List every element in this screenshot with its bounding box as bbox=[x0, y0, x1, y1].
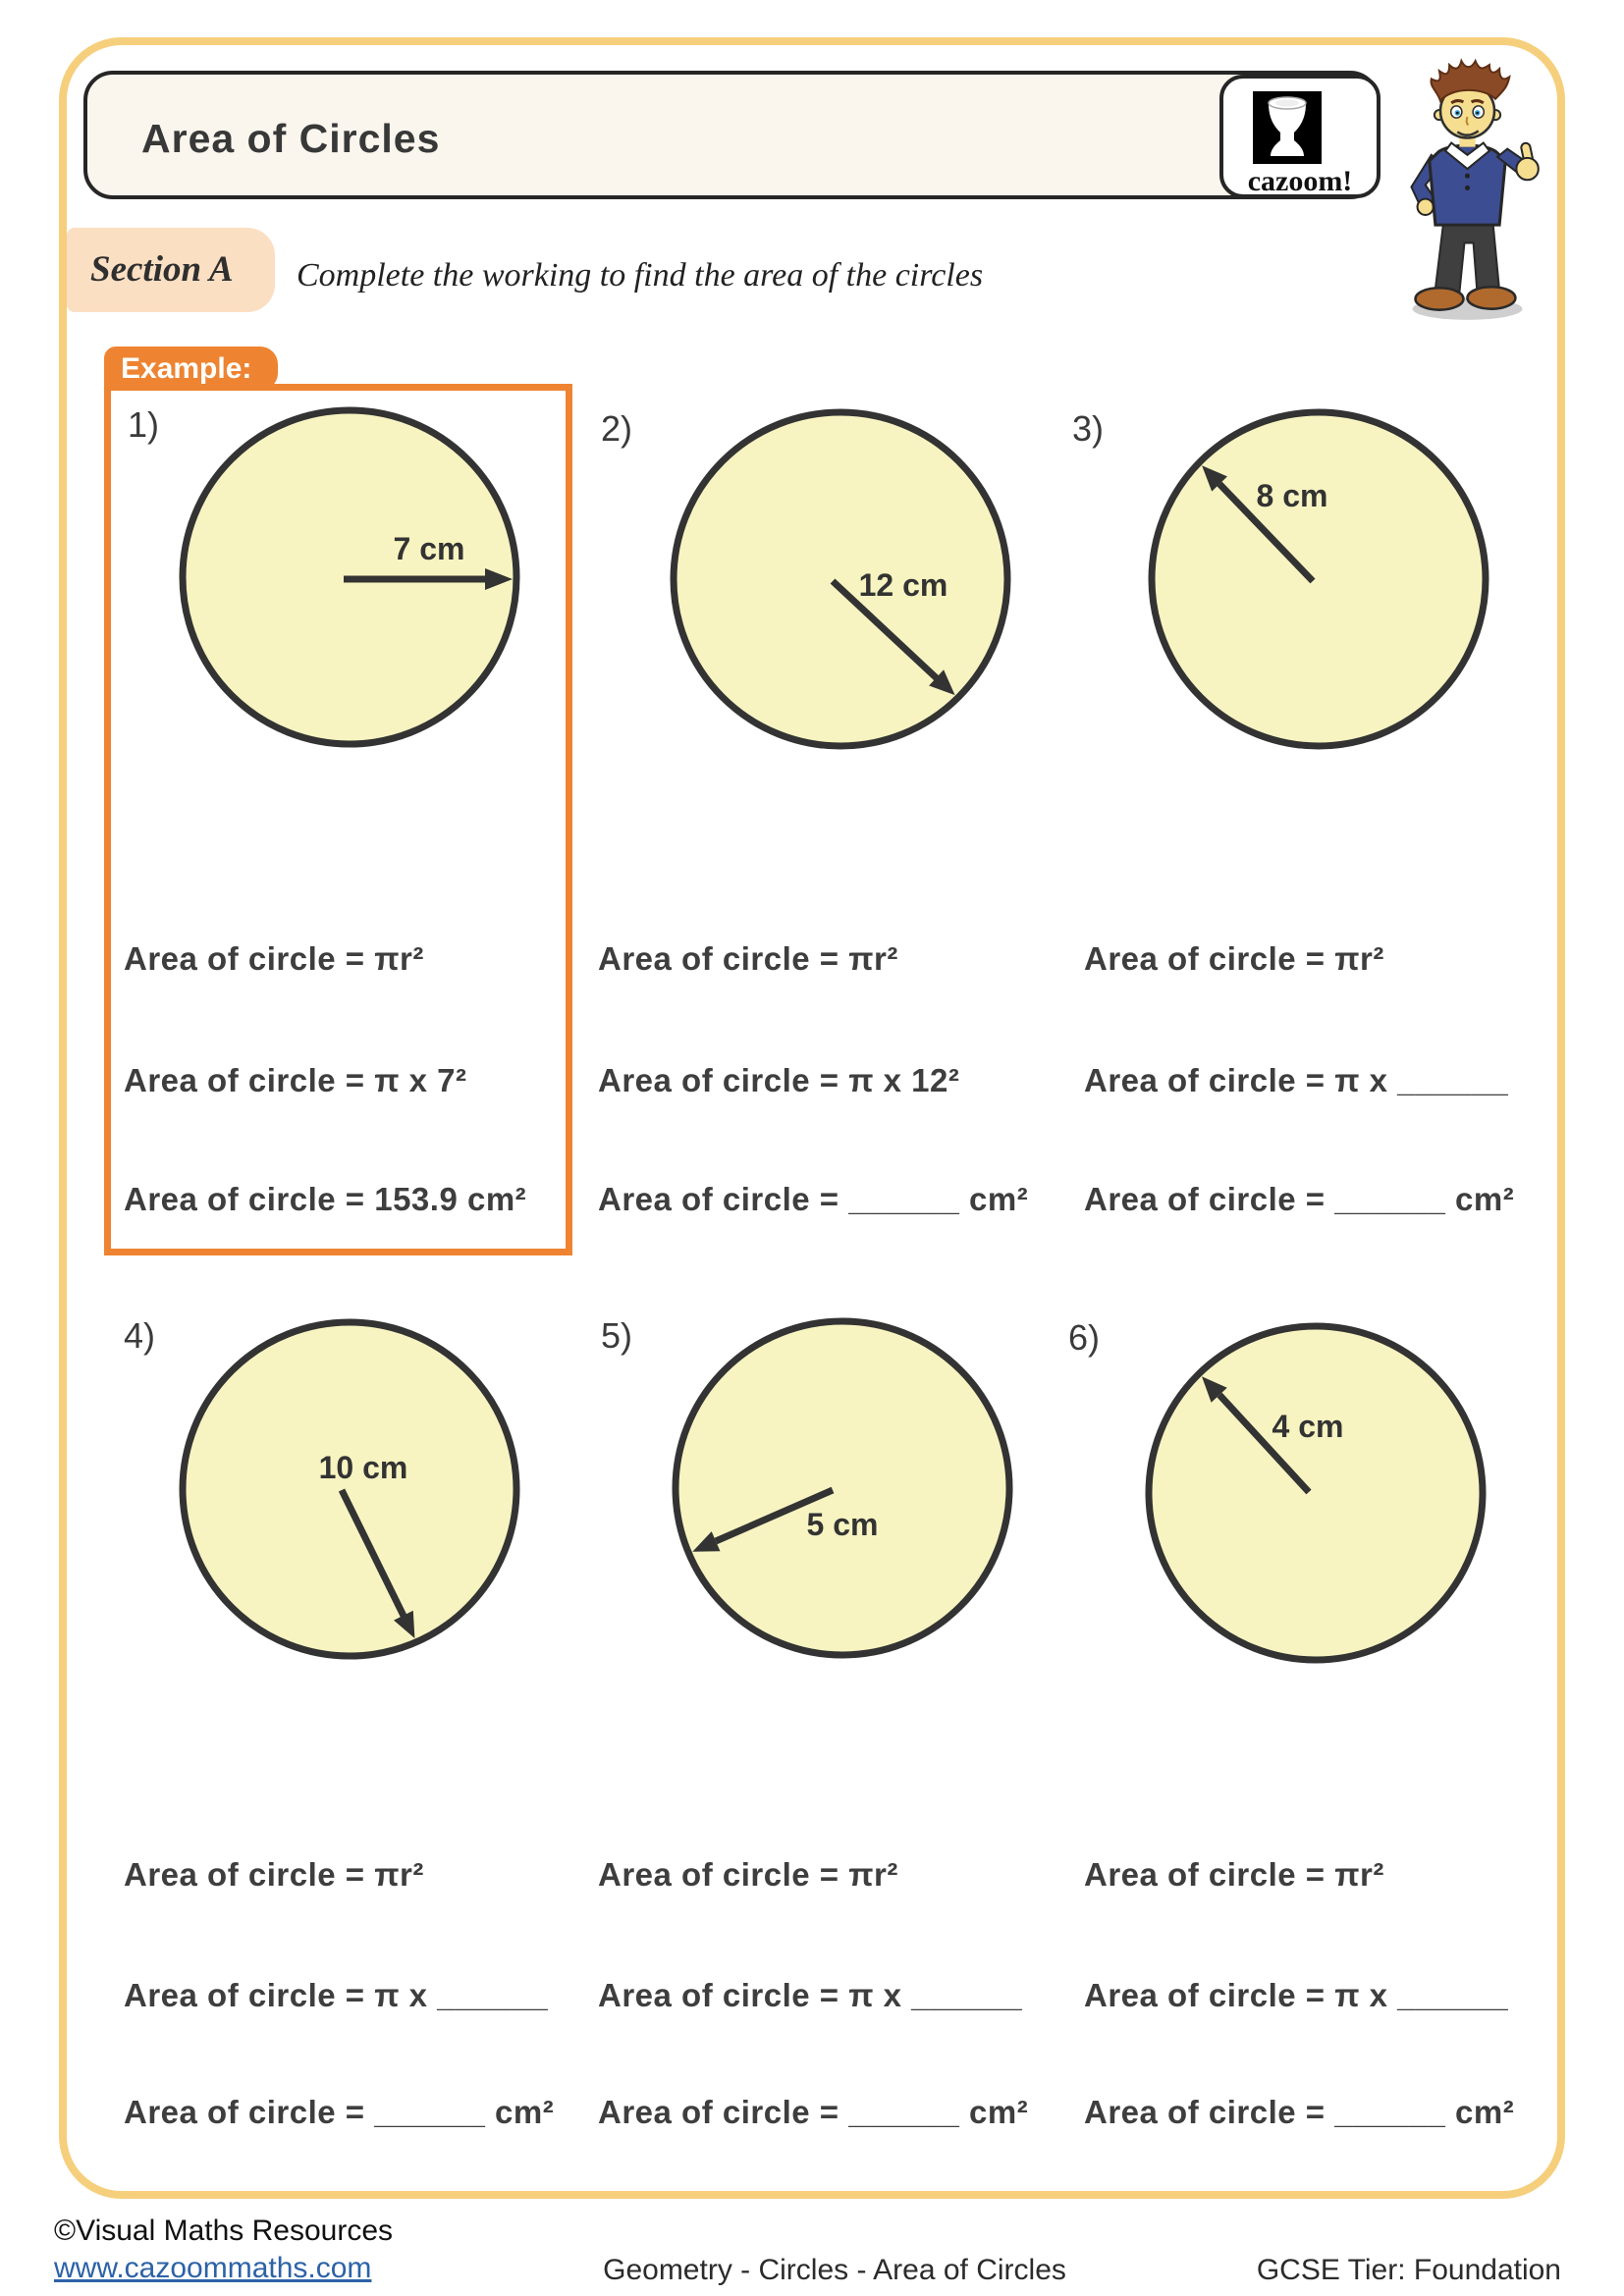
working-line: Area of circle = πr² bbox=[124, 940, 424, 977]
working-line: Area of circle = πr² bbox=[598, 940, 898, 977]
working-line: Area of circle = πr² bbox=[1084, 1856, 1384, 1893]
page-title: Area of Circles bbox=[141, 116, 441, 161]
gcse-tier-label: GCSE Tier: Foundation bbox=[1256, 2254, 1561, 2286]
working-line: Area of circle = πr² bbox=[598, 1856, 898, 1893]
problem-number-6: 6) bbox=[1068, 1317, 1101, 1358]
working-line: Area of circle = ______ cm² bbox=[598, 1181, 1029, 1217]
radius-label-6: 4 cm bbox=[1272, 1409, 1344, 1444]
working-line: Area of circle = 153.9 cm² bbox=[124, 1181, 527, 1217]
working-line: Area of circle = π x 7² bbox=[124, 1062, 467, 1098]
copyright-text: ©Visual Maths Resources bbox=[54, 2215, 394, 2247]
problem-number-5: 5) bbox=[601, 1315, 633, 1356]
cazoom-logo-text: cazoom! bbox=[1247, 165, 1353, 197]
header-box bbox=[83, 71, 1380, 199]
circle-figure-5 bbox=[668, 1313, 1017, 1663]
problem-number-1: 1) bbox=[128, 404, 160, 445]
website-link[interactable]: www.cazoommaths.com bbox=[54, 2252, 372, 2284]
working-line: Area of circle = ______ cm² bbox=[124, 2094, 555, 2130]
working-line: Area of circle = ______ cm² bbox=[1084, 1181, 1515, 1217]
mascot-boy-illustration bbox=[1386, 57, 1548, 327]
working-line: Area of circle = πr² bbox=[1084, 940, 1384, 977]
radius-label-2: 12 cm bbox=[858, 567, 948, 603]
radius-label-3: 8 cm bbox=[1256, 478, 1328, 513]
cazoom-logo bbox=[1219, 75, 1380, 198]
working-line: Area of circle = π x ______ bbox=[124, 1977, 549, 2013]
working-line: Area of circle = π x ______ bbox=[1084, 1062, 1509, 1098]
radius-label-5: 5 cm bbox=[806, 1507, 879, 1542]
cazoom-drum-icon bbox=[1253, 91, 1322, 164]
circle-figure-4 bbox=[175, 1314, 524, 1664]
circle-shape bbox=[183, 1322, 516, 1656]
circle-shape bbox=[676, 1321, 1009, 1655]
circle-figure-6 bbox=[1141, 1318, 1490, 1668]
working-line: Area of circle = π x 12² bbox=[598, 1062, 960, 1098]
circle-figure-3 bbox=[1144, 404, 1493, 754]
problem-number-3: 3) bbox=[1072, 408, 1105, 449]
working-line: Area of circle = ______ cm² bbox=[1084, 2094, 1515, 2130]
working-line: Area of circle = π x ______ bbox=[1084, 1977, 1509, 2013]
worksheet-topic: Geometry - Circles - Area of Circles bbox=[603, 2254, 1066, 2286]
circle-figure-1 bbox=[175, 402, 524, 752]
section-a-label bbox=[67, 228, 275, 312]
working-line: Area of circle = πr² bbox=[124, 1856, 424, 1893]
problem-number-4: 4) bbox=[124, 1315, 156, 1356]
radius-label-1: 7 cm bbox=[393, 531, 465, 566]
working-line: Area of circle = π x ______ bbox=[598, 1977, 1023, 2013]
circle-shape bbox=[1149, 1326, 1483, 1660]
section-instruction: Complete the working to find the area of the circles bbox=[297, 257, 984, 294]
example-tab-label: Example: bbox=[121, 352, 252, 385]
working-line: Area of circle = ______ cm² bbox=[598, 2094, 1029, 2130]
radius-label-4: 10 cm bbox=[318, 1450, 408, 1485]
problem-number-2: 2) bbox=[601, 408, 633, 449]
circle-shape bbox=[1152, 412, 1486, 746]
section-a-text: Section A bbox=[90, 249, 234, 290]
